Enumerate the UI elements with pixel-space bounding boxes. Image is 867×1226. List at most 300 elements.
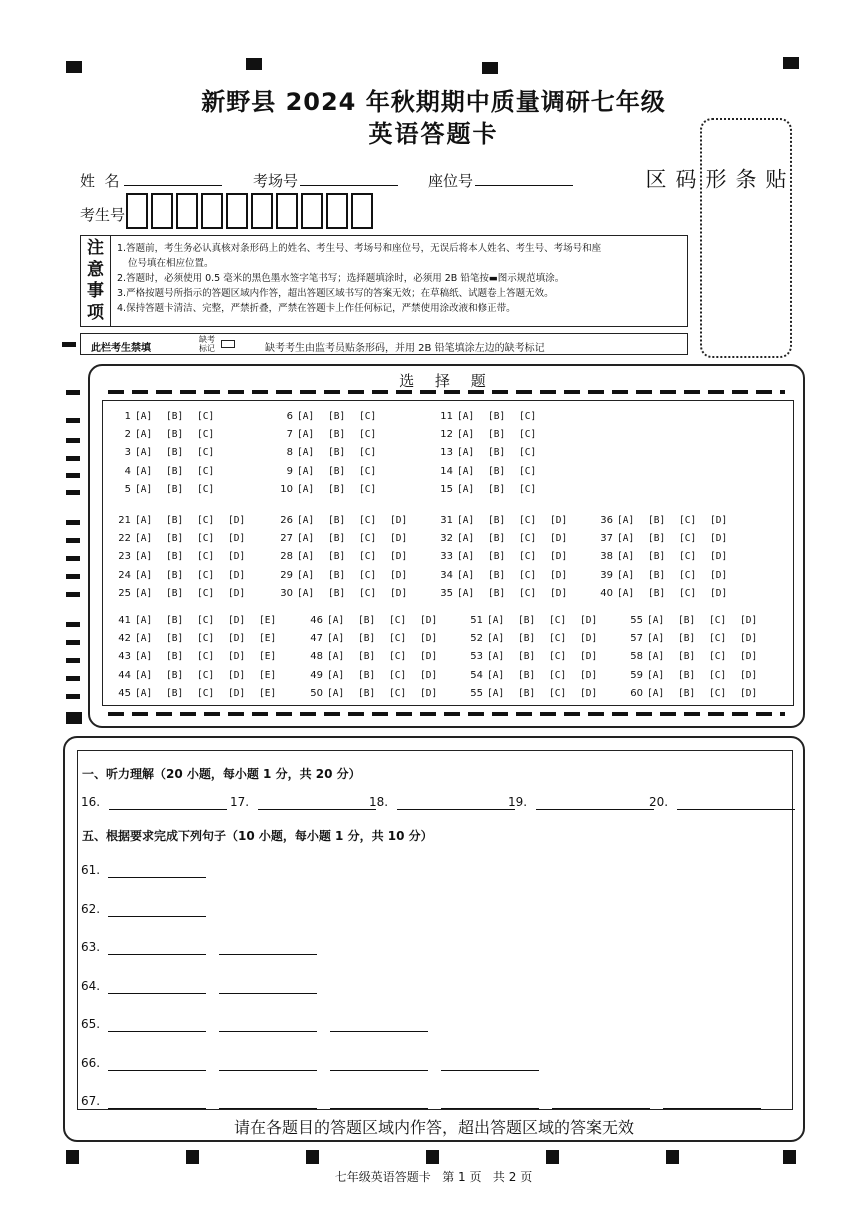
option-bubble-d[interactable]: [D] (550, 515, 568, 526)
option-bubble-c[interactable]: [C] (519, 447, 537, 459)
option-bubble-a[interactable]: [A] (617, 533, 635, 545)
option-bubble-c[interactable]: [C] (549, 651, 567, 663)
option-bubble-b[interactable]: [B] (648, 587, 666, 599)
option-letter: A (332, 687, 339, 699)
option-letter: C (364, 587, 371, 599)
option-bubble-c[interactable]: [C] (197, 633, 215, 645)
option-bubble-c[interactable]: [C] (359, 411, 377, 422)
option-bubble-c[interactable]: [C] (519, 411, 537, 422)
option-bubble-a[interactable]: [A] (327, 669, 345, 681)
sentence-item-blank[interactable] (219, 1070, 317, 1071)
option-bubble-d[interactable]: [D] (228, 669, 246, 681)
option-bubble-c[interactable]: [C] (197, 411, 215, 422)
option-bubble-d[interactable]: [D] (228, 651, 246, 663)
exam-no-digit-box[interactable] (326, 193, 348, 229)
option-bubble-b[interactable]: [B] (678, 633, 696, 645)
option-bubble-d[interactable]: [D] (420, 633, 438, 645)
option-bubble-d[interactable]: [D] (740, 651, 758, 663)
option-bubble-d[interactable]: [D] (710, 551, 728, 563)
option-bubble-a[interactable]: [A] (457, 465, 475, 477)
sentence-item-blank[interactable] (219, 1108, 317, 1109)
option-bubble-e[interactable]: [E] (259, 633, 277, 645)
option-bubble-b[interactable]: [B] (328, 465, 346, 477)
option-bubble-d[interactable]: [D] (390, 551, 408, 563)
sentence-item-blank[interactable] (219, 993, 317, 994)
option-bubble-a[interactable]: [A] (617, 515, 635, 526)
option-bubble-c[interactable]: [C] (549, 633, 567, 645)
option-bubble-e[interactable]: [E] (259, 615, 277, 626)
question-row (431, 447, 550, 461)
option-bubble-b[interactable]: [B] (328, 515, 346, 526)
option-bubble-a[interactable]: [A] (135, 465, 153, 477)
option-bubble-a[interactable]: [A] (135, 687, 153, 699)
option-bubble-d[interactable]: [D] (550, 569, 568, 581)
option-bubble-d[interactable]: [D] (740, 687, 758, 699)
option-letter: A (462, 465, 469, 477)
option-letter: B (653, 533, 660, 545)
question-number: 37 (600, 533, 613, 545)
option-bubble-b[interactable]: [B] (678, 651, 696, 663)
option-letter: D (233, 515, 240, 526)
option-bubble-d[interactable]: [D] (390, 587, 408, 599)
option-bubble-c[interactable]: [C] (519, 533, 537, 545)
option-bubble-a[interactable]: [A] (135, 587, 153, 599)
option-bubble-c[interactable]: [C] (359, 429, 377, 441)
option-bubble-d[interactable]: [D] (710, 515, 728, 526)
section1-title: 一、听力理解（20 小题，每小题 1 分，共 20 分） (82, 767, 361, 781)
choice-section-title: 选 择 题 (399, 372, 494, 390)
option-bubble-c[interactable]: [C] (197, 569, 215, 581)
option-letter: B (683, 633, 690, 645)
question-row (109, 533, 259, 547)
option-bubble-b[interactable]: [B] (648, 515, 666, 526)
option-bubble-b[interactable]: [B] (488, 411, 506, 422)
option-bubble-a[interactable]: [A] (457, 587, 475, 599)
option-bubble-d[interactable]: [D] (228, 551, 246, 563)
option-bubble-b[interactable]: [B] (518, 615, 536, 626)
option-bubble-b[interactable]: [B] (488, 533, 506, 545)
option-letter: B (171, 687, 178, 699)
registration-mark (546, 1150, 559, 1164)
option-bubble-b[interactable]: [B] (678, 669, 696, 681)
option-bubble-b[interactable]: [B] (488, 429, 506, 441)
option-bubble-c[interactable]: [C] (197, 551, 215, 563)
option-bubble-d[interactable]: [D] (390, 515, 408, 526)
absent-mark-box[interactable] (221, 340, 235, 348)
option-bubble-c[interactable]: [C] (359, 569, 377, 581)
option-bubble-c[interactable]: [C] (519, 429, 537, 441)
option-bubble-a[interactable]: [A] (487, 651, 505, 663)
option-bubble-c[interactable]: [C] (679, 533, 697, 545)
option-bubble-d[interactable]: [D] (550, 533, 568, 545)
option-bubble-b[interactable]: [B] (166, 651, 184, 663)
option-letter: B (493, 533, 500, 545)
option-bubble-d[interactable]: [D] (420, 669, 438, 681)
registration-mark (66, 1150, 79, 1164)
option-bubble-d[interactable]: [D] (580, 651, 598, 663)
option-bubble-a[interactable]: [A] (457, 411, 475, 422)
option-bubble-a[interactable]: [A] (135, 551, 153, 563)
option-bubble-a[interactable]: [A] (297, 447, 315, 459)
option-bubble-c[interactable]: [C] (709, 615, 727, 626)
option-bubble-a[interactable]: [A] (617, 587, 635, 599)
option-bubble-d[interactable]: [D] (228, 533, 246, 545)
option-bubble-b[interactable]: [B] (166, 447, 184, 459)
option-bubble-b[interactable]: [B] (488, 551, 506, 563)
option-bubble-d[interactable]: [D] (420, 651, 438, 663)
option-bubble-d[interactable]: [D] (420, 615, 438, 626)
option-bubble-b[interactable]: [B] (166, 533, 184, 545)
name-field[interactable] (124, 185, 222, 186)
option-bubble-b[interactable]: [B] (166, 687, 184, 699)
sentence-item-blank[interactable] (441, 1070, 539, 1071)
option-bubble-a[interactable]: [A] (297, 587, 315, 599)
option-bubble-c[interactable]: [C] (679, 587, 697, 599)
option-bubble-b[interactable]: [B] (328, 569, 346, 581)
option-bubble-b[interactable]: [B] (358, 615, 376, 626)
option-bubble-b[interactable]: [B] (518, 669, 536, 681)
option-bubble-a[interactable]: [A] (457, 447, 475, 459)
option-bubble-b[interactable]: [B] (518, 633, 536, 645)
option-bubble-c[interactable]: [C] (709, 669, 727, 681)
question-number: 49 (310, 669, 323, 681)
option-letter: D (425, 651, 432, 663)
option-letter: A (140, 429, 147, 441)
option-bubble-d[interactable]: [D] (710, 533, 728, 545)
option-bubble-c[interactable]: [C] (519, 569, 537, 581)
option-bubble-b[interactable]: [B] (328, 551, 346, 563)
option-bubble-b[interactable]: [B] (328, 429, 346, 441)
option-letter: A (462, 569, 469, 581)
option-bubble-d[interactable]: [D] (740, 615, 758, 626)
option-bubble-c[interactable]: [C] (709, 687, 727, 699)
option-bubble-d[interactable]: [D] (740, 633, 758, 645)
option-bubble-c[interactable]: [C] (197, 533, 215, 545)
question-number: 41 (118, 615, 131, 626)
option-bubble-b[interactable]: [B] (166, 551, 184, 563)
option-bubble-b[interactable]: [B] (328, 587, 346, 599)
sentence-item-blank[interactable] (108, 993, 206, 994)
option-bubble-e[interactable]: [E] (259, 687, 277, 699)
exam-no-digit-box[interactable] (151, 193, 173, 229)
exam-no-digit-box[interactable] (126, 193, 148, 229)
question-row (591, 570, 741, 584)
sentence-item-number: 65. (81, 1017, 101, 1031)
option-bubble-b[interactable]: [B] (518, 687, 536, 699)
question-row (109, 429, 228, 443)
option-letter: B (523, 669, 530, 681)
option-bubble-d[interactable]: [D] (580, 633, 598, 645)
option-bubble-b[interactable]: [B] (488, 483, 506, 495)
exam-no-digit-box[interactable] (176, 193, 198, 229)
option-letter: D (233, 669, 240, 681)
fill-item-blank[interactable] (258, 809, 376, 810)
option-bubble-c[interactable]: [C] (359, 483, 377, 495)
option-bubble-a[interactable]: [A] (135, 447, 153, 459)
option-bubble-c[interactable]: [C] (359, 551, 377, 563)
option-bubble-d[interactable]: [D] (580, 669, 598, 681)
option-bubble-a[interactable]: [A] (457, 429, 475, 441)
option-bubble-d[interactable]: [D] (580, 615, 598, 626)
option-bubble-a[interactable]: [A] (297, 465, 315, 477)
option-letter: A (462, 587, 469, 599)
option-bubble-a[interactable]: [A] (487, 687, 505, 699)
option-bubble-a[interactable]: [A] (457, 483, 475, 495)
option-bubble-b[interactable]: [B] (488, 515, 506, 526)
option-bubble-c[interactable]: [C] (389, 615, 407, 626)
exam-no-digit-box[interactable] (351, 193, 373, 229)
option-bubble-a[interactable]: [A] (617, 569, 635, 581)
option-bubble-d[interactable]: [D] (228, 515, 246, 526)
option-bubble-a[interactable]: [A] (297, 411, 315, 422)
option-bubble-c[interactable]: [C] (519, 587, 537, 599)
option-letter: A (652, 651, 659, 663)
timing-mark (66, 556, 80, 561)
option-bubble-c[interactable]: [C] (679, 515, 697, 526)
option-bubble-c[interactable]: [C] (197, 429, 215, 441)
option-bubble-a[interactable]: [A] (647, 651, 665, 663)
option-bubble-d[interactable]: [D] (228, 569, 246, 581)
option-bubble-d[interactable]: [D] (710, 587, 728, 599)
option-bubble-a[interactable]: [A] (135, 533, 153, 545)
option-bubble-d[interactable]: [D] (390, 569, 408, 581)
option-bubble-c[interactable]: [C] (709, 651, 727, 663)
option-bubble-d[interactable]: [D] (420, 687, 438, 699)
option-bubble-a[interactable]: [A] (327, 615, 345, 626)
option-bubble-c[interactable]: [C] (197, 651, 215, 663)
option-bubble-c[interactable]: [C] (549, 615, 567, 626)
option-letter: D (585, 633, 592, 645)
sentence-item-blank[interactable] (108, 916, 206, 917)
sentence-item-blank[interactable] (330, 1108, 428, 1109)
question-row (109, 515, 259, 529)
option-bubble-b[interactable]: [B] (488, 465, 506, 477)
option-bubble-c[interactable]: [C] (389, 651, 407, 663)
option-bubble-a[interactable]: [A] (297, 429, 315, 441)
option-bubble-b[interactable]: [B] (358, 687, 376, 699)
option-bubble-a[interactable]: [A] (487, 633, 505, 645)
option-bubble-b[interactable]: [B] (166, 483, 184, 495)
option-bubble-b[interactable]: [B] (328, 483, 346, 495)
sentence-item-blank[interactable] (108, 1070, 206, 1071)
option-bubble-d[interactable]: [D] (390, 533, 408, 545)
option-bubble-b[interactable]: [B] (328, 533, 346, 545)
option-bubble-c[interactable]: [C] (197, 669, 215, 681)
option-bubble-b[interactable]: [B] (648, 569, 666, 581)
option-bubble-a[interactable]: [A] (297, 533, 315, 545)
fill-item-blank[interactable] (536, 809, 654, 810)
option-bubble-c[interactable]: [C] (389, 687, 407, 699)
option-bubble-b[interactable]: [B] (166, 515, 184, 526)
option-bubble-d[interactable]: [D] (580, 687, 598, 699)
option-bubble-a[interactable]: [A] (297, 569, 315, 581)
question-row (109, 484, 228, 498)
exam-no-digit-box[interactable] (251, 193, 273, 229)
option-bubble-c[interactable]: [C] (519, 465, 537, 477)
option-bubble-a[interactable]: [A] (135, 569, 153, 581)
option-bubble-d[interactable]: [D] (550, 551, 568, 563)
option-bubble-a[interactable]: [A] (135, 483, 153, 495)
option-bubble-b[interactable]: [B] (358, 669, 376, 681)
option-bubble-d[interactable]: [D] (710, 569, 728, 581)
sentence-item-blank[interactable] (441, 1108, 539, 1109)
option-bubble-b[interactable]: [B] (358, 651, 376, 663)
room-field[interactable] (300, 185, 398, 186)
option-bubble-a[interactable]: [A] (297, 483, 315, 495)
option-bubble-c[interactable]: [C] (197, 615, 215, 626)
sentence-item-blank[interactable] (108, 877, 206, 878)
option-bubble-d[interactable]: [D] (740, 669, 758, 681)
option-bubble-b[interactable]: [B] (166, 615, 184, 626)
option-bubble-b[interactable]: [B] (488, 569, 506, 581)
question-row (271, 466, 390, 480)
sentence-item-blank[interactable] (330, 1031, 428, 1032)
seat-field[interactable] (475, 185, 573, 186)
option-bubble-a[interactable]: [A] (327, 633, 345, 645)
option-bubble-a[interactable]: [A] (135, 411, 153, 422)
option-bubble-c[interactable]: [C] (197, 465, 215, 477)
option-bubble-c[interactable]: [C] (197, 515, 215, 526)
option-bubble-c[interactable]: [C] (197, 483, 215, 495)
option-bubble-b[interactable]: [B] (518, 651, 536, 663)
option-bubble-c[interactable]: [C] (549, 687, 567, 699)
option-bubble-b[interactable]: [B] (328, 447, 346, 459)
option-bubble-e[interactable]: [E] (259, 651, 277, 663)
sentence-item-blank[interactable] (552, 1108, 650, 1109)
option-bubble-d[interactable]: [D] (228, 615, 246, 626)
option-bubble-d[interactable]: [D] (550, 587, 568, 599)
option-bubble-e[interactable]: [E] (259, 669, 277, 681)
option-bubble-c[interactable]: [C] (389, 633, 407, 645)
option-bubble-b[interactable]: [B] (488, 587, 506, 599)
option-bubble-b[interactable]: [B] (166, 465, 184, 477)
option-bubble-b[interactable]: [B] (358, 633, 376, 645)
option-bubble-a[interactable]: [A] (135, 633, 153, 645)
option-bubble-c[interactable]: [C] (549, 669, 567, 681)
option-bubble-d[interactable]: [D] (228, 687, 246, 699)
registration-mark (62, 342, 76, 347)
option-bubble-a[interactable]: [A] (647, 615, 665, 626)
option-bubble-a[interactable]: [A] (457, 569, 475, 581)
option-bubble-b[interactable]: [B] (328, 411, 346, 422)
fill-item-blank[interactable] (109, 809, 227, 810)
option-bubble-c[interactable]: [C] (709, 633, 727, 645)
option-bubble-a[interactable]: [A] (135, 515, 153, 526)
question-row (621, 688, 771, 702)
option-bubble-b[interactable]: [B] (166, 569, 184, 581)
sentence-item-blank[interactable] (108, 1108, 206, 1109)
option-letter: C (394, 633, 401, 645)
option-bubble-c[interactable]: [C] (679, 551, 697, 563)
option-letter: C (364, 411, 371, 422)
option-bubble-b[interactable]: [B] (488, 447, 506, 459)
option-bubble-b[interactable]: [B] (648, 533, 666, 545)
option-bubble-a[interactable]: [A] (647, 687, 665, 699)
option-bubble-c[interactable]: [C] (519, 551, 537, 563)
option-letter: B (171, 633, 178, 645)
option-letter: C (524, 551, 531, 563)
option-bubble-b[interactable]: [B] (648, 551, 666, 563)
option-bubble-a[interactable]: [A] (617, 551, 635, 563)
option-bubble-a[interactable]: [A] (297, 551, 315, 563)
option-bubble-c[interactable]: [C] (359, 447, 377, 459)
sentence-item-blank[interactable] (108, 1031, 206, 1032)
option-bubble-c[interactable]: [C] (359, 515, 377, 526)
option-bubble-c[interactable]: [C] (197, 587, 215, 599)
option-bubble-c[interactable]: [C] (519, 483, 537, 495)
sentence-item-blank[interactable] (330, 1070, 428, 1071)
option-bubble-a[interactable]: [A] (297, 515, 315, 526)
choice-section (88, 364, 805, 728)
option-bubble-a[interactable]: [A] (647, 669, 665, 681)
option-bubble-c[interactable]: [C] (197, 687, 215, 699)
option-bubble-a[interactable]: [A] (327, 651, 345, 663)
notice-heading-char: 事 (87, 281, 104, 301)
option-bubble-b[interactable]: [B] (166, 587, 184, 599)
exam-no-digit-box[interactable] (301, 193, 323, 229)
sentence-item-blank[interactable] (108, 954, 206, 955)
option-bubble-b[interactable]: [B] (166, 429, 184, 441)
option-bubble-a[interactable]: [A] (647, 633, 665, 645)
sentence-item-blank[interactable] (219, 954, 317, 955)
question-row (109, 615, 290, 629)
exam-no-boxes[interactable] (126, 193, 376, 229)
option-letter: C (364, 515, 371, 526)
option-bubble-b[interactable]: [B] (166, 669, 184, 681)
option-letter: D (395, 515, 402, 526)
card-title: 新野县 2024 年秋期期中质量调研七年级 (201, 88, 666, 116)
option-bubble-a[interactable]: [A] (135, 429, 153, 441)
question-number: 45 (118, 687, 131, 699)
option-bubble-d[interactable]: [D] (228, 633, 246, 645)
option-bubble-c[interactable]: [C] (359, 533, 377, 545)
option-letter: C (554, 633, 561, 645)
option-letter: A (492, 687, 499, 699)
option-bubble-c[interactable]: [C] (519, 515, 537, 526)
sentence-item-blank[interactable] (219, 1031, 317, 1032)
option-bubble-c[interactable]: [C] (679, 569, 697, 581)
fill-item-blank[interactable] (397, 809, 515, 810)
option-bubble-a[interactable]: [A] (135, 669, 153, 681)
exam-no-digit-box[interactable] (276, 193, 298, 229)
option-bubble-b[interactable]: [B] (678, 615, 696, 626)
exam-no-digit-box[interactable] (201, 193, 223, 229)
option-bubble-b[interactable]: [B] (678, 687, 696, 699)
option-bubble-a[interactable]: [A] (135, 651, 153, 663)
sentence-item-blank[interactable] (663, 1108, 761, 1109)
option-letter: A (302, 465, 309, 477)
option-bubble-b[interactable]: [B] (166, 411, 184, 422)
fill-item-blank[interactable] (677, 809, 795, 810)
option-bubble-a[interactable]: [A] (135, 615, 153, 626)
option-bubble-a[interactable]: [A] (457, 533, 475, 545)
option-bubble-c[interactable]: [C] (197, 447, 215, 459)
option-bubble-c[interactable]: [C] (389, 669, 407, 681)
exam-no-digit-box[interactable] (226, 193, 248, 229)
option-bubble-b[interactable]: [B] (166, 633, 184, 645)
option-letter: D (745, 687, 752, 699)
question-number: 34 (440, 569, 453, 581)
option-bubble-c[interactable]: [C] (359, 465, 377, 477)
option-bubble-a[interactable]: [A] (487, 615, 505, 626)
question-row (109, 570, 259, 584)
option-bubble-a[interactable]: [A] (457, 515, 475, 526)
option-bubble-a[interactable]: [A] (327, 687, 345, 699)
option-bubble-a[interactable]: [A] (457, 551, 475, 563)
option-bubble-d[interactable]: [D] (228, 587, 246, 599)
option-bubble-a[interactable]: [A] (487, 669, 505, 681)
option-bubble-c[interactable]: [C] (359, 587, 377, 599)
